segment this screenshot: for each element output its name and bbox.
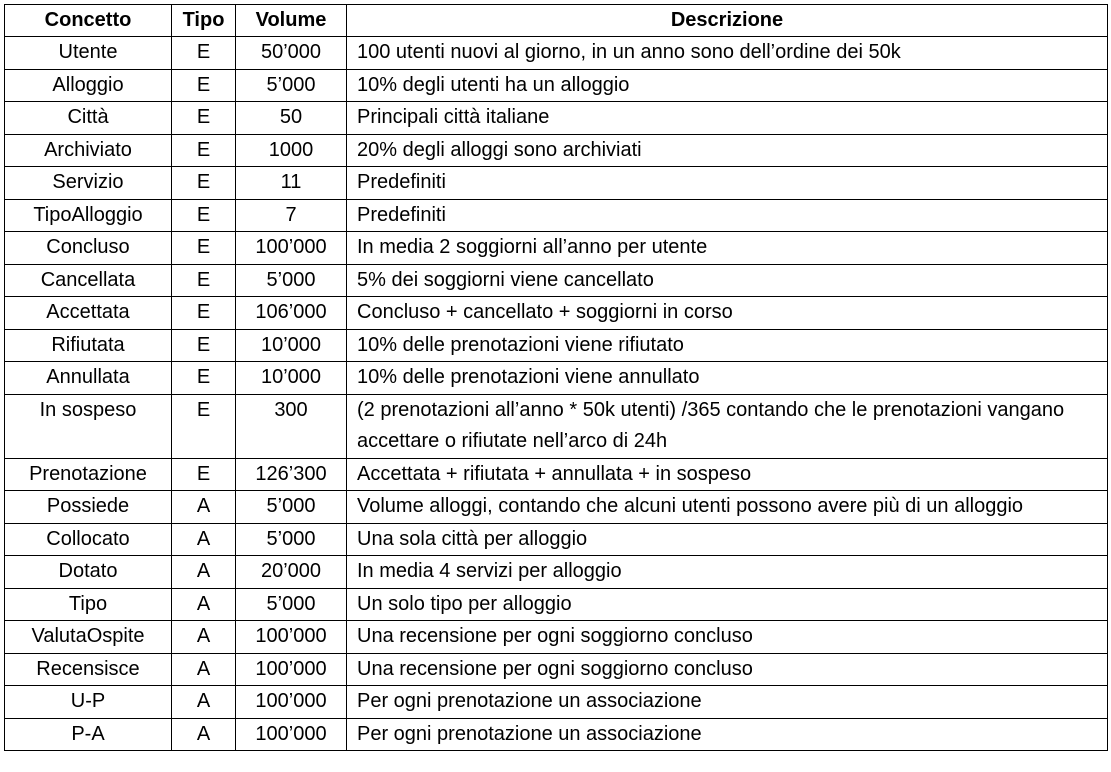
table-row — [5, 297, 1108, 330]
cell-concetto: Concluso — [5, 232, 172, 265]
cell-descrizione: Concluso + cancellato + soggiorni in corso — [347, 297, 1108, 330]
volume-table — [4, 4, 1108, 751]
cell-volume: 126’300 — [236, 458, 347, 491]
cell-volume: 50 — [236, 102, 347, 135]
cell-volume: 106’000 — [236, 297, 347, 330]
cell-tipo: A — [172, 621, 236, 654]
cell-tipo: E — [172, 199, 236, 232]
cell-tipo: E — [172, 264, 236, 297]
cell-descrizione: Predefiniti — [347, 199, 1108, 232]
cell-volume: 7 — [236, 199, 347, 232]
cell-concetto: TipoAlloggio — [5, 199, 172, 232]
table-row — [5, 329, 1108, 362]
cell-descrizione: 10% degli utenti ha un alloggio — [347, 69, 1108, 102]
table-row — [5, 653, 1108, 686]
cell-descrizione: Per ogni prenotazione un associazione — [347, 718, 1108, 751]
table-row — [5, 491, 1108, 524]
cell-tipo: A — [172, 686, 236, 719]
cell-tipo: E — [172, 329, 236, 362]
cell-descrizione: Una recensione per ogni soggiorno concluso — [347, 653, 1108, 686]
cell-concetto: In sospeso — [5, 394, 172, 458]
header-concetto: Concetto — [5, 5, 172, 37]
table-row — [5, 458, 1108, 491]
table-row — [5, 621, 1108, 654]
cell-tipo: A — [172, 588, 236, 621]
cell-descrizione: Una sola città per alloggio — [347, 523, 1108, 556]
cell-volume: 5’000 — [236, 264, 347, 297]
cell-concetto: Rifiutata — [5, 329, 172, 362]
table-row — [5, 362, 1108, 395]
table-body — [5, 37, 1108, 751]
cell-concetto: Accettata — [5, 297, 172, 330]
cell-concetto: Recensisce — [5, 653, 172, 686]
cell-volume: 20’000 — [236, 556, 347, 589]
cell-tipo: E — [172, 394, 236, 458]
table-header — [5, 5, 1108, 37]
cell-descrizione: Principali città italiane — [347, 102, 1108, 135]
header-descrizione: Descrizione — [347, 5, 1108, 37]
cell-descrizione: 5% dei soggiorni viene cancellato — [347, 264, 1108, 297]
cell-volume: 100’000 — [236, 686, 347, 719]
cell-descrizione: Una recensione per ogni soggiorno concluso — [347, 621, 1108, 654]
cell-volume: 5’000 — [236, 523, 347, 556]
cell-concetto: Archiviato — [5, 134, 172, 167]
header-tipo: Tipo — [172, 5, 236, 37]
cell-descrizione: Per ogni prenotazione un associazione — [347, 686, 1108, 719]
header-row — [5, 5, 1108, 37]
cell-descrizione: 100 utenti nuovi al giorno, in un anno sono dell’ordine dei 50k — [347, 37, 1108, 70]
table-row — [5, 718, 1108, 751]
cell-descrizione: 10% delle prenotazioni viene rifiutato — [347, 329, 1108, 362]
table-row — [5, 102, 1108, 135]
cell-volume: 50’000 — [236, 37, 347, 70]
cell-concetto: Cancellata — [5, 264, 172, 297]
cell-volume: 5’000 — [236, 588, 347, 621]
cell-tipo: E — [172, 362, 236, 395]
table-row — [5, 199, 1108, 232]
cell-volume: 100’000 — [236, 718, 347, 751]
cell-descrizione: Volume alloggi, contando che alcuni utenti possono avere più di un alloggio — [347, 491, 1108, 524]
cell-concetto: ValutaOspite — [5, 621, 172, 654]
cell-concetto: Alloggio — [5, 69, 172, 102]
table-row — [5, 134, 1108, 167]
cell-volume: 10’000 — [236, 329, 347, 362]
cell-tipo: E — [172, 37, 236, 70]
table-row — [5, 167, 1108, 200]
table-row — [5, 394, 1108, 458]
cell-volume: 100’000 — [236, 232, 347, 265]
table-row — [5, 523, 1108, 556]
table-row — [5, 69, 1108, 102]
table-row — [5, 686, 1108, 719]
cell-tipo: E — [172, 232, 236, 265]
cell-volume: 11 — [236, 167, 347, 200]
cell-descrizione: Un solo tipo per alloggio — [347, 588, 1108, 621]
cell-concetto: Servizio — [5, 167, 172, 200]
cell-concetto: U-P — [5, 686, 172, 719]
cell-volume: 5’000 — [236, 491, 347, 524]
cell-descrizione: In media 2 soggiorni all’anno per utente — [347, 232, 1108, 265]
cell-descrizione: (2 prenotazioni all’anno * 50k utenti) /365 contando che le prenotazioni vangano accettare o rifiutate nell’arco di 24h — [347, 394, 1108, 458]
cell-tipo: A — [172, 491, 236, 524]
table-row — [5, 37, 1108, 70]
cell-concetto: Tipo — [5, 588, 172, 621]
cell-tipo: E — [172, 167, 236, 200]
table-row — [5, 588, 1108, 621]
cell-tipo: A — [172, 556, 236, 589]
cell-volume: 5’000 — [236, 69, 347, 102]
table-row — [5, 556, 1108, 589]
cell-volume: 100’000 — [236, 653, 347, 686]
cell-volume: 10’000 — [236, 362, 347, 395]
cell-volume: 100’000 — [236, 621, 347, 654]
cell-volume: 300 — [236, 394, 347, 458]
cell-tipo: A — [172, 523, 236, 556]
cell-concetto: Dotato — [5, 556, 172, 589]
cell-tipo: E — [172, 458, 236, 491]
cell-tipo: E — [172, 102, 236, 135]
cell-tipo: E — [172, 134, 236, 167]
cell-concetto: Prenotazione — [5, 458, 172, 491]
cell-volume: 1000 — [236, 134, 347, 167]
cell-descrizione: Accettata + rifiutata + annullata + in sospeso — [347, 458, 1108, 491]
cell-concetto: Possiede — [5, 491, 172, 524]
cell-descrizione: 10% delle prenotazioni viene annullato — [347, 362, 1108, 395]
cell-tipo: A — [172, 718, 236, 751]
cell-concetto: Utente — [5, 37, 172, 70]
cell-concetto: Annullata — [5, 362, 172, 395]
cell-tipo: E — [172, 297, 236, 330]
cell-tipo: E — [172, 69, 236, 102]
table-row — [5, 232, 1108, 265]
cell-concetto: Città — [5, 102, 172, 135]
cell-concetto: Collocato — [5, 523, 172, 556]
cell-descrizione: Predefiniti — [347, 167, 1108, 200]
cell-descrizione: 20% degli alloggi sono archiviati — [347, 134, 1108, 167]
table-row — [5, 264, 1108, 297]
header-volume: Volume — [236, 5, 347, 37]
cell-tipo: A — [172, 653, 236, 686]
cell-concetto: P-A — [5, 718, 172, 751]
cell-descrizione: In media 4 servizi per alloggio — [347, 556, 1108, 589]
